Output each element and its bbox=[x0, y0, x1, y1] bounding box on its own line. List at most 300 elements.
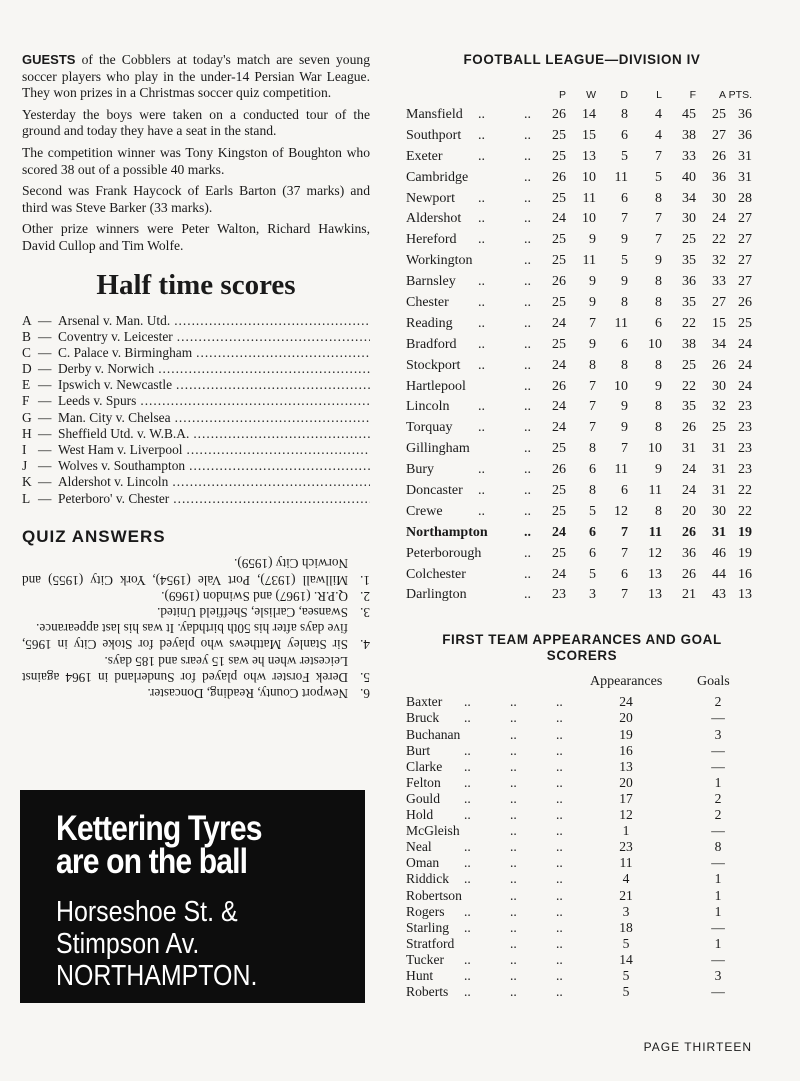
player-goals: — bbox=[711, 951, 725, 967]
match-letter: J bbox=[22, 458, 28, 474]
player-name: Oman bbox=[406, 855, 440, 871]
league-cell-f: 45 bbox=[682, 107, 696, 122]
league-cell-p: 25 bbox=[552, 232, 566, 248]
league-cell-p: 25 bbox=[552, 483, 566, 499]
half-time-title: Half time scores bbox=[96, 268, 296, 301]
guests-paragraph-3: The competition winner was Tony Kingston of Boughton who scored 38 out of a possible 40 marks. bbox=[22, 144, 370, 177]
player-appearances: 16 bbox=[619, 742, 633, 758]
match-dash: — bbox=[38, 474, 52, 490]
league-cell-pts: 31 bbox=[738, 169, 752, 185]
player-name: Felton bbox=[406, 774, 441, 790]
leader-dots: .. bbox=[556, 903, 563, 919]
league-cell-w: 7 bbox=[589, 420, 596, 436]
leader-dots: .. bbox=[524, 232, 531, 248]
leader-dots: .. bbox=[478, 420, 485, 436]
match-name: Leeds v. Spurs bbox=[58, 393, 137, 409]
appearance-row bbox=[406, 952, 758, 968]
leader-dots: .. bbox=[524, 107, 531, 122]
match-letter: D bbox=[22, 361, 32, 377]
leader-dots: .. bbox=[524, 587, 531, 603]
league-cell-f: 38 bbox=[682, 127, 696, 143]
league-cell-a: 31 bbox=[712, 524, 726, 540]
league-cell-l: 9 bbox=[655, 378, 662, 394]
leader-dots: .. bbox=[510, 790, 517, 806]
leader-dots: .. bbox=[524, 441, 531, 457]
league-cell-l: 8 bbox=[655, 420, 662, 436]
league-cell-f: 35 bbox=[682, 399, 696, 415]
league-cell-a: 22 bbox=[712, 232, 726, 248]
half-time-row bbox=[22, 377, 370, 393]
appearance-row bbox=[406, 984, 758, 1000]
leader-dots: .. bbox=[524, 524, 531, 540]
player-appearances: 5 bbox=[622, 984, 630, 1000]
appearance-row bbox=[406, 759, 758, 775]
quiz-answer-number: 6. bbox=[360, 685, 370, 701]
leader-dots: .. bbox=[510, 984, 517, 1000]
leader-dots: .. bbox=[524, 336, 531, 352]
player-appearances: 17 bbox=[619, 790, 633, 806]
league-cell-pts: 27 bbox=[738, 232, 752, 248]
leader-dots: .. bbox=[510, 710, 517, 726]
league-cell-l: 7 bbox=[655, 232, 662, 248]
league-cell-d: 9 bbox=[621, 399, 628, 415]
match-name: Aldershot v. Lincoln bbox=[58, 474, 169, 490]
leader-dots: .. bbox=[510, 903, 517, 919]
player-goals: 1 bbox=[714, 935, 722, 951]
leader-dots: .. bbox=[556, 823, 563, 839]
league-cell-a: 43 bbox=[712, 587, 726, 603]
league-cell-f: 24 bbox=[682, 483, 696, 499]
league-cell-l: 12 bbox=[648, 545, 662, 561]
quiz-answer bbox=[22, 555, 370, 587]
league-column-header: L bbox=[656, 89, 662, 101]
leader-dots: .. bbox=[524, 127, 531, 143]
half-time-row bbox=[22, 345, 370, 361]
player-name: Buchanan bbox=[406, 726, 461, 742]
league-cell-d: 7 bbox=[621, 545, 628, 561]
league-cell-pts: 28 bbox=[738, 190, 752, 206]
leader-dots: .. bbox=[556, 855, 563, 871]
league-header-row bbox=[406, 89, 758, 105]
league-cell-f: 24 bbox=[682, 462, 696, 478]
appearance-row bbox=[406, 791, 758, 807]
match-letter: H bbox=[22, 425, 32, 441]
league-cell-pts: 23 bbox=[738, 399, 752, 415]
league-cell-pts: 16 bbox=[738, 566, 752, 582]
league-row bbox=[406, 356, 758, 377]
advert-line-2: are on the ball bbox=[56, 842, 248, 881]
appearance-row bbox=[406, 727, 758, 743]
league-row bbox=[406, 585, 758, 606]
left-column bbox=[22, 52, 370, 701]
leader-dots: .. bbox=[556, 742, 563, 758]
league-cell-d: 7 bbox=[621, 587, 628, 603]
player-appearances: 18 bbox=[619, 919, 633, 935]
league-cell-a: 15 bbox=[712, 315, 726, 331]
player-goals: 1 bbox=[714, 871, 722, 887]
league-cell-l: 5 bbox=[655, 169, 662, 185]
league-column-header: P bbox=[558, 89, 566, 101]
appearance-row bbox=[406, 694, 758, 710]
league-title: FOOTBALL LEAGUE—DIVISION IV bbox=[463, 52, 701, 67]
player-appearances: 19 bbox=[619, 726, 633, 742]
team-name: Cambridge bbox=[406, 169, 469, 185]
player-appearances: 14 bbox=[619, 951, 633, 967]
league-cell-pts: 27 bbox=[738, 211, 752, 227]
quiz-answer-number: 3. bbox=[360, 604, 370, 620]
leader-dots: .. bbox=[478, 336, 485, 352]
league-cell-l: 9 bbox=[655, 462, 662, 478]
league-cell-d: 8 bbox=[621, 295, 628, 311]
player-name: Baxter bbox=[406, 694, 443, 710]
leader-dots: .. bbox=[524, 190, 531, 206]
half-time-row bbox=[22, 329, 370, 345]
league-cell-d: 9 bbox=[621, 420, 628, 436]
league-cell-w: 3 bbox=[589, 587, 596, 603]
leader-dots: .. bbox=[556, 871, 563, 887]
match-dash: — bbox=[38, 458, 52, 474]
league-cell-d: 6 bbox=[621, 336, 628, 352]
league-cell-f: 35 bbox=[682, 253, 696, 269]
league-cell-l: 8 bbox=[655, 357, 662, 373]
league-cell-pts: 19 bbox=[738, 524, 752, 540]
league-cell-pts: 23 bbox=[738, 462, 752, 478]
score-blank-leader bbox=[187, 442, 371, 458]
advert-address bbox=[56, 896, 257, 992]
match-name: Peterboro' v. Chester bbox=[58, 490, 170, 506]
league-column-header: PTS. bbox=[728, 89, 752, 101]
league-cell-d: 9 bbox=[621, 232, 628, 248]
leader-dots: .. bbox=[478, 503, 485, 519]
player-goals: 1 bbox=[714, 887, 722, 903]
player-appearances: 12 bbox=[619, 807, 633, 823]
league-cell-p: 25 bbox=[552, 441, 566, 457]
leader-dots: .. bbox=[510, 807, 517, 823]
quiz-answer-text: Sir Stanley Matthews who played for Stoke City in 1965, five days after his 50th birthday. It was his last appearance. bbox=[22, 620, 348, 652]
player-appearances: 11 bbox=[619, 855, 633, 871]
leader-dots: .. bbox=[524, 357, 531, 373]
half-time-row bbox=[22, 393, 370, 409]
player-goals: 2 bbox=[714, 807, 722, 823]
appearances-header-row bbox=[406, 674, 758, 694]
match-letter: G bbox=[22, 409, 32, 425]
league-cell-p: 24 bbox=[552, 420, 566, 436]
leader-dots: .. bbox=[510, 758, 517, 774]
league-cell-f: 36 bbox=[682, 545, 696, 561]
player-goals: — bbox=[711, 758, 725, 774]
league-cell-f: 31 bbox=[682, 441, 696, 457]
team-name: Gillingham bbox=[406, 441, 470, 457]
league-cell-a: 25 bbox=[712, 107, 726, 122]
quiz-title: QUIZ ANSWERS bbox=[22, 526, 166, 546]
league-cell-f: 22 bbox=[682, 378, 696, 394]
league-cell-d: 11 bbox=[614, 169, 628, 185]
half-time-row bbox=[22, 442, 370, 458]
league-cell-p: 26 bbox=[552, 378, 566, 394]
league-cell-a: 30 bbox=[712, 378, 726, 394]
leader-dots: .. bbox=[524, 274, 531, 290]
league-cell-pts: 36 bbox=[738, 107, 752, 122]
league-cell-d: 11 bbox=[614, 462, 628, 478]
league-cell-f: 36 bbox=[682, 274, 696, 290]
player-name: Hunt bbox=[406, 967, 434, 983]
league-cell-l: 10 bbox=[648, 336, 662, 352]
league-cell-pts: 23 bbox=[738, 441, 752, 457]
player-appearances: 1 bbox=[622, 823, 630, 839]
league-cell-f: 38 bbox=[682, 336, 696, 352]
quiz-answer-text: Millwall (1937), Port Vale (1954), York City (1955) and Norwich City (1959). bbox=[22, 555, 348, 588]
leader-dots: .. bbox=[524, 169, 531, 185]
league-cell-d: 12 bbox=[614, 503, 628, 519]
league-cell-p: 24 bbox=[552, 524, 566, 540]
league-cell-a: 34 bbox=[712, 336, 726, 352]
league-cell-f: 33 bbox=[682, 148, 696, 164]
score-blank-leader bbox=[196, 345, 370, 361]
team-name: Bradford bbox=[406, 336, 457, 352]
leader-dots: .. bbox=[478, 315, 485, 331]
league-cell-w: 9 bbox=[589, 295, 596, 311]
league-cell-a: 32 bbox=[712, 399, 726, 415]
quiz-answer-text: Derek Forster who played for Sunderland in 1964 against Leicester when he was 15 years and 185 days. bbox=[22, 653, 348, 685]
leader-dots: .. bbox=[524, 148, 531, 164]
team-name: Northampton bbox=[406, 524, 488, 540]
league-cell-pts: 26 bbox=[738, 295, 752, 311]
league-cell-l: 8 bbox=[655, 503, 662, 519]
player-name: Bruck bbox=[406, 710, 440, 726]
league-row bbox=[406, 168, 758, 189]
team-name: Southport bbox=[406, 127, 462, 143]
appearance-row bbox=[406, 823, 758, 839]
league-cell-pts: 27 bbox=[738, 274, 752, 290]
leader-dots: .. bbox=[524, 399, 531, 415]
leader-dots: .. bbox=[556, 935, 563, 951]
league-cell-d: 10 bbox=[614, 378, 628, 394]
league-cell-p: 25 bbox=[552, 295, 566, 311]
appearances-table bbox=[406, 694, 758, 1000]
player-goals: — bbox=[711, 742, 725, 758]
match-name: Wolves v. Southampton bbox=[58, 458, 186, 474]
league-row bbox=[406, 335, 758, 356]
player-name: Clarke bbox=[406, 758, 443, 774]
league-row bbox=[406, 251, 758, 272]
league-cell-d: 6 bbox=[621, 190, 628, 206]
leader-dots: .. bbox=[464, 871, 471, 887]
appearance-row bbox=[406, 807, 758, 823]
appearance-row bbox=[406, 920, 758, 936]
team-name: Lincoln bbox=[406, 399, 450, 415]
score-blank-leader bbox=[175, 410, 370, 426]
league-cell-pts: 27 bbox=[738, 253, 752, 269]
match-name: West Ham v. Liverpool bbox=[58, 442, 183, 458]
player-appearances: 21 bbox=[619, 887, 633, 903]
league-cell-pts: 22 bbox=[738, 503, 752, 519]
league-cell-d: 5 bbox=[621, 253, 628, 269]
league-cell-f: 20 bbox=[682, 503, 696, 519]
league-cell-p: 25 bbox=[552, 253, 566, 269]
half-time-row bbox=[22, 474, 370, 490]
league-cell-p: 25 bbox=[552, 127, 566, 143]
league-row bbox=[406, 209, 758, 230]
appearance-row bbox=[406, 839, 758, 855]
leader-dots: .. bbox=[464, 967, 471, 983]
player-goals: — bbox=[711, 710, 725, 726]
guests-text-1: of the Cobblers at today's match are seven young soccer players who play in the under-14 Persian War League. They won prizes in a Christmas soccer quiz competition. bbox=[22, 52, 370, 101]
match-letter: C bbox=[22, 344, 31, 360]
guests-paragraph-5: Other prize winners were Peter Walton, Richard Hawkins, David Cullop and Tim Wolfe. bbox=[22, 221, 370, 253]
league-cell-f: 34 bbox=[682, 190, 696, 206]
team-name: Doncaster bbox=[406, 483, 463, 499]
match-letter: F bbox=[22, 393, 30, 409]
league-cell-l: 4 bbox=[655, 127, 662, 143]
player-goals: — bbox=[711, 984, 725, 1000]
league-cell-p: 25 bbox=[552, 545, 566, 561]
league-cell-f: 21 bbox=[682, 587, 696, 603]
league-cell-w: 6 bbox=[589, 545, 596, 561]
player-goals: 3 bbox=[714, 726, 722, 742]
leader-dots: .. bbox=[524, 545, 531, 561]
league-cell-a: 27 bbox=[712, 127, 726, 143]
league-cell-d: 11 bbox=[614, 315, 628, 331]
league-cell-pts: 31 bbox=[738, 148, 752, 164]
match-letter: I bbox=[22, 442, 27, 458]
player-name: McGleish bbox=[406, 823, 460, 839]
league-cell-a: 25 bbox=[712, 420, 726, 436]
right-column bbox=[406, 52, 758, 1000]
leader-dots: .. bbox=[556, 726, 563, 742]
team-name: Bury bbox=[406, 462, 434, 478]
league-cell-a: 46 bbox=[712, 545, 726, 561]
player-goals: — bbox=[711, 823, 725, 839]
league-cell-a: 30 bbox=[712, 190, 726, 206]
league-column-header: F bbox=[689, 89, 696, 101]
quiz-answer bbox=[22, 620, 370, 652]
league-cell-f: 40 bbox=[682, 169, 696, 185]
team-name: Workington bbox=[406, 253, 473, 269]
league-row bbox=[406, 544, 758, 565]
quiz-answer-number: 1. bbox=[360, 572, 370, 588]
league-cell-pts: 24 bbox=[738, 378, 752, 394]
quiz-answer bbox=[22, 684, 370, 700]
leader-dots: .. bbox=[524, 211, 531, 227]
half-time-row bbox=[22, 458, 370, 474]
league-cell-a: 31 bbox=[712, 462, 726, 478]
league-cell-a: 26 bbox=[712, 148, 726, 164]
match-dash: — bbox=[38, 409, 52, 425]
team-name: Colchester bbox=[406, 566, 466, 582]
team-name: Reading bbox=[406, 315, 453, 331]
league-cell-d: 7 bbox=[621, 211, 628, 227]
goals-column-header: Goals bbox=[697, 674, 730, 690]
league-cell-l: 7 bbox=[655, 148, 662, 164]
match-name: Ipswich v. Newcastle bbox=[58, 377, 173, 393]
league-cell-w: 8 bbox=[589, 357, 596, 373]
league-cell-a: 36 bbox=[712, 169, 726, 185]
leader-dots: .. bbox=[510, 726, 517, 742]
league-cell-w: 7 bbox=[589, 399, 596, 415]
leader-dots: .. bbox=[478, 483, 485, 499]
team-name: Hartlepool bbox=[406, 378, 466, 394]
player-appearances: 20 bbox=[619, 774, 633, 790]
league-cell-f: 25 bbox=[682, 232, 696, 248]
league-cell-l: 8 bbox=[655, 295, 662, 311]
leader-dots: .. bbox=[464, 855, 471, 871]
league-cell-f: 26 bbox=[682, 524, 696, 540]
league-cell-l: 9 bbox=[655, 253, 662, 269]
player-goals: 2 bbox=[714, 694, 722, 710]
appearance-row bbox=[406, 904, 758, 920]
league-cell-w: 6 bbox=[589, 524, 596, 540]
leader-dots: .. bbox=[510, 887, 517, 903]
appearance-row bbox=[406, 968, 758, 984]
league-cell-pts: 25 bbox=[738, 315, 752, 331]
quiz-answer-number: 4. bbox=[360, 637, 370, 652]
player-name: Riddick bbox=[406, 871, 450, 887]
league-cell-a: 27 bbox=[712, 295, 726, 311]
league-cell-w: 5 bbox=[589, 566, 596, 582]
guests-lead: GUESTS bbox=[22, 52, 76, 67]
leader-dots: .. bbox=[556, 694, 563, 710]
leader-dots: .. bbox=[478, 399, 485, 415]
league-cell-w: 15 bbox=[582, 127, 596, 143]
league-row bbox=[406, 272, 758, 293]
league-row bbox=[406, 105, 758, 126]
leader-dots: .. bbox=[464, 919, 471, 935]
advert-headline bbox=[56, 809, 262, 881]
team-name: Aldershot bbox=[406, 211, 462, 227]
half-time-row bbox=[22, 410, 370, 426]
league-cell-a: 32 bbox=[712, 253, 726, 269]
half-time-row bbox=[22, 313, 370, 329]
leader-dots: .. bbox=[556, 919, 563, 935]
league-cell-w: 9 bbox=[589, 274, 596, 290]
player-goals: 8 bbox=[714, 839, 722, 855]
leader-dots: .. bbox=[478, 107, 485, 122]
team-name: Crewe bbox=[406, 503, 443, 519]
guests-article bbox=[22, 52, 370, 255]
league-cell-w: 14 bbox=[582, 107, 596, 122]
player-goals: 1 bbox=[714, 774, 722, 790]
leader-dots: .. bbox=[510, 823, 517, 839]
player-name: Roberts bbox=[406, 984, 449, 1000]
appearance-row bbox=[406, 936, 758, 952]
match-letter: K bbox=[22, 474, 32, 490]
league-cell-p: 24 bbox=[552, 566, 566, 582]
leader-dots: .. bbox=[464, 951, 471, 967]
leader-dots: .. bbox=[478, 148, 485, 164]
player-name: Stratford bbox=[406, 935, 455, 951]
match-dash: — bbox=[38, 377, 52, 393]
player-name: Starling bbox=[406, 919, 450, 935]
leader-dots: .. bbox=[464, 903, 471, 919]
leader-dots: .. bbox=[464, 774, 471, 790]
leader-dots: .. bbox=[524, 315, 531, 331]
team-name: Darlington bbox=[406, 587, 467, 603]
player-appearances: 3 bbox=[622, 903, 630, 919]
match-name: Man. City v. Chelsea bbox=[58, 409, 171, 425]
appearance-row bbox=[406, 855, 758, 871]
appearance-row bbox=[406, 743, 758, 759]
league-column-header: W bbox=[586, 89, 596, 101]
league-row bbox=[406, 481, 758, 502]
leader-dots: .. bbox=[478, 127, 485, 143]
league-table bbox=[406, 105, 758, 606]
quiz-answer-number: 5. bbox=[360, 669, 370, 685]
score-blank-leader bbox=[158, 361, 370, 377]
league-cell-w: 7 bbox=[589, 315, 596, 331]
team-name: Barnsley bbox=[406, 274, 456, 290]
league-cell-pts: 19 bbox=[738, 545, 752, 561]
league-row bbox=[406, 439, 758, 460]
